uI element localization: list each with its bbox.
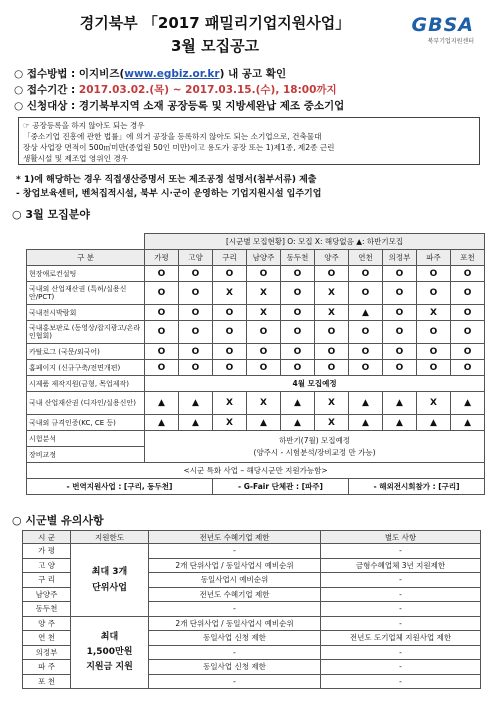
prototype-value: 4월 모집예정 <box>145 376 485 392</box>
row-label: 장비교정 <box>27 447 145 463</box>
row-label: 홈페이지 (신규구축/전면개편) <box>27 360 145 376</box>
mark-cell: O <box>213 321 247 344</box>
note-cell: - <box>321 645 481 660</box>
info-period <box>14 82 337 97</box>
mark-cell: O <box>213 305 247 321</box>
city-cell: 가 평 <box>23 544 71 559</box>
march-fields-table <box>26 233 485 495</box>
mark-cell: O <box>383 305 417 321</box>
city-cell: 구 리 <box>23 573 71 588</box>
restriction-cell: 동일사업시 예비순위 <box>149 573 321 588</box>
mark-cell: ▲ <box>451 392 485 415</box>
mark-cell: X <box>247 282 281 305</box>
mark-cell: O <box>145 266 179 282</box>
mark-cell: O <box>417 282 451 305</box>
mark-cell: O <box>281 305 315 321</box>
page-subtitle: 3월 모집공고 <box>170 37 260 55</box>
method-label: ○ 접수방법 : 이지비즈( <box>14 68 125 80</box>
mark-cell: O <box>315 321 349 344</box>
note-cell: - <box>321 616 481 631</box>
mark-cell: ▲ <box>383 415 417 431</box>
mark-cell: X <box>247 392 281 415</box>
row-label: 국내외 산업재산권 (특허/실용신안/PCT) <box>27 282 145 305</box>
mark-cell: ▲ <box>247 415 281 431</box>
restriction-cell: - <box>149 645 321 660</box>
test-value-line: 하반기(7월) 모집예정 <box>279 435 351 445</box>
mark-cell: O <box>213 344 247 360</box>
row-label: 카탈로그 (국문/외국어) <box>27 344 145 360</box>
mark-cell: ▲ <box>145 415 179 431</box>
city-header: 동두천 <box>281 250 315 266</box>
mark-cell: O <box>417 360 451 376</box>
mark-cell: X <box>213 392 247 415</box>
period-value: 2017.03.02.(목) ~ 2017.03.15.(수), 18:00까지 <box>78 84 337 96</box>
mark-cell: O <box>179 266 213 282</box>
mark-cell: O <box>213 360 247 376</box>
city-header: 파주 <box>417 250 451 266</box>
limit-cell <box>71 544 149 617</box>
city-header: 양주 <box>315 250 349 266</box>
row-label: 시험분석 <box>27 431 145 447</box>
limit-line: 지원금 지원 <box>86 661 133 672</box>
city-cell: 고 양 <box>23 558 71 573</box>
row-label: 국내외 규격인증(KC, CE 등) <box>27 415 145 431</box>
restriction-cell: 2개 단위사업 / 동일사업시 예비순위 <box>149 616 321 631</box>
mark-cell: O <box>247 344 281 360</box>
mark-cell: ▲ <box>451 415 485 431</box>
mark-cell: O <box>451 321 485 344</box>
city-header: 가평 <box>145 250 179 266</box>
city-cell: 포 천 <box>23 674 71 689</box>
restriction-cell: 동일사업 신청 제한 <box>149 660 321 675</box>
limit-cell <box>71 616 149 689</box>
mark-cell: O <box>179 344 213 360</box>
city-header: 구리 <box>213 250 247 266</box>
col-header: 구 분 <box>27 250 145 266</box>
note-line: 「중소기업 진흥에 관한 법률」에 의거 공장을 등록하지 않아도 되는 소기업으로, 건축물대 <box>23 132 322 141</box>
mark-cell: O <box>417 344 451 360</box>
mark-cell: O <box>383 266 417 282</box>
page-title: 경기북부 「2017 패밀리기업지원사업」 <box>79 14 351 32</box>
col-header: 전년도 수혜기업 제한 <box>149 531 321 544</box>
table-row <box>27 431 485 447</box>
note-cell: - <box>321 660 481 675</box>
limit-line: 최대 <box>100 631 119 642</box>
mark-cell: O <box>281 344 315 360</box>
table-row <box>27 479 485 495</box>
mark-cell: O <box>451 266 485 282</box>
mark-cell: O <box>383 344 417 360</box>
mark-cell: O <box>281 360 315 376</box>
restriction-cell: - <box>149 602 321 617</box>
mark-cell: O <box>349 321 383 344</box>
egbiz-link[interactable]: www.egbiz.or.kr <box>124 68 220 80</box>
table-row <box>27 463 485 479</box>
table-row <box>27 305 485 321</box>
info-target: ○ 신청대상 : 경기북부지역 소재 공장등록 및 지방세완납 제조 중소기업 <box>14 100 345 112</box>
city-header: 남양주 <box>247 250 281 266</box>
mark-cell: X <box>315 282 349 305</box>
mark-cell: X <box>213 282 247 305</box>
mark-cell: X <box>315 415 349 431</box>
mark-cell: X <box>315 392 349 415</box>
mark-cell: X <box>213 415 247 431</box>
note-cell: - <box>321 573 481 588</box>
table-row <box>27 282 485 305</box>
special-header: <시군 특화 사업 – 해당시군만 지원가능함> <box>27 463 485 479</box>
city-cell: 양 주 <box>23 616 71 631</box>
table-row <box>27 266 485 282</box>
mark-cell: ▲ <box>179 392 213 415</box>
city-header: 연천 <box>349 250 383 266</box>
row-label: 국내전시박람회 <box>27 305 145 321</box>
mark-cell: O <box>145 305 179 321</box>
note-cell: 전년도 도기업체 지원사업 제한 <box>321 631 481 646</box>
limit-line: 단위사업 <box>92 582 127 593</box>
mark-cell: O <box>179 282 213 305</box>
city-header: 고양 <box>179 250 213 266</box>
mark-cell: O <box>451 282 485 305</box>
mark-cell: ▲ <box>281 392 315 415</box>
table-row <box>27 321 485 344</box>
mark-cell: O <box>417 321 451 344</box>
info-method <box>14 66 286 81</box>
mark-cell: ▲ <box>349 392 383 415</box>
test-equip-value <box>145 431 485 463</box>
restriction-cell: 동일사업 신청 제한 <box>149 631 321 646</box>
table-row <box>27 344 485 360</box>
mark-cell: O <box>281 266 315 282</box>
city-notes-table <box>22 530 481 689</box>
table-row <box>23 544 481 559</box>
mark-cell: O <box>247 321 281 344</box>
mark-cell: O <box>451 344 485 360</box>
mark-cell: O <box>417 266 451 282</box>
restriction-cell: - <box>149 674 321 689</box>
mark-cell: O <box>179 305 213 321</box>
table-header-row <box>23 531 481 544</box>
special-item: - 번역지원사업 : [구리, 동두천] <box>27 479 213 495</box>
col-header: 시 군 <box>23 531 71 544</box>
mark-cell: ▲ <box>349 415 383 431</box>
mark-cell: O <box>315 360 349 376</box>
mark-cell: O <box>349 266 383 282</box>
logo-mark: GBSA <box>411 14 474 36</box>
limit-line: 최대 3개 <box>91 566 128 577</box>
city-cell: 동두천 <box>23 602 71 617</box>
mark-cell: ▲ <box>145 392 179 415</box>
note-line: 생활시설 및 제조업 영위인 경우 <box>23 154 129 163</box>
mark-cell: O <box>451 360 485 376</box>
note-cell: - <box>321 544 481 559</box>
mark-cell: O <box>179 321 213 344</box>
mark-cell: O <box>213 266 247 282</box>
mark-cell: ▲ <box>281 415 315 431</box>
method-tail: ) 내 공고 확인 <box>219 68 287 80</box>
note-line: 장상 사업장 면적이 500㎡미만(종업원 50인 미만)이고 용도가 공장 또는 1)제1종, 제2종 근린 <box>23 143 335 152</box>
city-cell: 남양주 <box>23 587 71 602</box>
note-cell: - <box>321 674 481 689</box>
special-item: - 해외전시회참가 : [구리] <box>349 479 485 495</box>
row-label: 현장애로컨설팅 <box>27 266 145 282</box>
mark-cell: X <box>417 392 451 415</box>
mark-cell: O <box>349 360 383 376</box>
mark-cell: O <box>383 321 417 344</box>
city-header: 포천 <box>451 250 485 266</box>
city-cell: 연 천 <box>23 631 71 646</box>
mark-cell: O <box>179 360 213 376</box>
mark-cell: ▲ <box>383 392 417 415</box>
mark-cell: O <box>247 360 281 376</box>
limit-line: 1,500만원 <box>86 646 133 657</box>
footnote-2: - 창업보육센터, 벤처집적시설, 북부 시·군이 운영하는 기업지원시설 입주기업 <box>16 189 322 199</box>
city-cell: 의정부 <box>23 645 71 660</box>
mark-cell: X <box>247 305 281 321</box>
mark-cell: O <box>451 305 485 321</box>
mark-cell: O <box>315 266 349 282</box>
mark-cell: O <box>145 321 179 344</box>
mark-cell: O <box>281 321 315 344</box>
mark-cell: X <box>315 305 349 321</box>
restriction-cell: 2개 단위사업 / 동일사업시 예비순위 <box>149 558 321 573</box>
city-header: 의정부 <box>383 250 417 266</box>
mark-cell: ▲ <box>349 305 383 321</box>
footnote-1: * 1)에 해당하는 경우 직접생산증명서 또는 제조공정 설명서(첨부서류) 제출 <box>16 175 317 185</box>
restriction-cell: - <box>149 544 321 559</box>
mark-cell: O <box>383 360 417 376</box>
mark-cell: O <box>383 282 417 305</box>
table-row <box>23 616 481 631</box>
note-line: ☞ 공장등록을 하지 않아도 되는 경우 <box>23 121 145 130</box>
mark-cell: X <box>417 305 451 321</box>
mark-cell: O <box>349 344 383 360</box>
row-label: 시제품 제작지원(금형, 목업제작) <box>27 376 145 392</box>
note-cell: 금형수혜업체 3년 지원제한 <box>321 558 481 573</box>
row-label: 국내 산업재산권 (디자인/실용신안) <box>27 392 145 415</box>
note-cell: - <box>321 602 481 617</box>
mark-cell: O <box>145 282 179 305</box>
logo-subtext: 북부기업지원센터 <box>427 38 474 45</box>
mark-cell: O <box>281 282 315 305</box>
note-cell: - <box>321 587 481 602</box>
test-value-line: (양주시 - 시험분석/장비교정 만 가능) <box>253 447 376 457</box>
mark-cell: O <box>145 344 179 360</box>
legend: [시군별 모집현황] O: 모집 X: 해당없음 ▲: 하반기모집 <box>145 234 485 250</box>
col-header: 별도 사항 <box>321 531 481 544</box>
row-label: 국내홍보판로 (동영상/잡지광고/온라인협회) <box>27 321 145 344</box>
restriction-cell: 전년도 수혜기업 제한 <box>149 587 321 602</box>
mark-cell: ▲ <box>417 415 451 431</box>
table-row <box>27 415 485 431</box>
col-header: 지원한도 <box>71 531 149 544</box>
gbsa-logo <box>412 14 474 45</box>
special-item: - G-Fair 단체관 : [파주] <box>213 479 349 495</box>
section-march-fields: ○ 3월 모집분야 <box>12 208 91 221</box>
city-cell: 파 주 <box>23 660 71 675</box>
table-row <box>27 392 485 415</box>
mark-cell: O <box>315 344 349 360</box>
mark-cell: ▲ <box>179 415 213 431</box>
mark-cell: O <box>349 282 383 305</box>
table-row <box>27 376 485 392</box>
table-row <box>27 360 485 376</box>
period-label: ○ 접수기간 : <box>14 84 79 96</box>
mark-cell: O <box>247 266 281 282</box>
section-city-notes: ○ 시군별 유의사항 <box>12 514 104 527</box>
factory-note-box <box>18 117 480 165</box>
mark-cell: O <box>145 360 179 376</box>
